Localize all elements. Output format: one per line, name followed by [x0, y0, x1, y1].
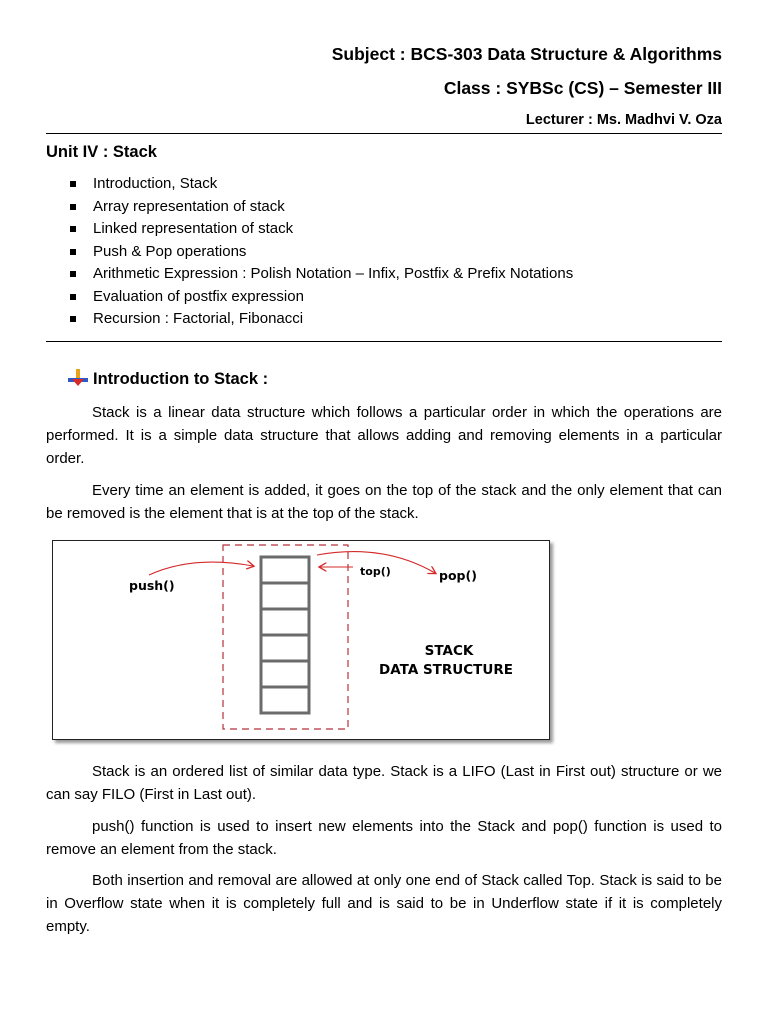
diagram-title-line2: DATA STRUCTURE	[379, 662, 513, 678]
top-label: top()	[360, 565, 391, 578]
topic-label: Array representation of stack	[93, 197, 285, 215]
section-heading	[68, 369, 268, 389]
stack-diagram	[52, 540, 550, 740]
topic-item	[70, 196, 573, 219]
stack-cell	[261, 661, 309, 687]
square-bullet-icon	[70, 294, 76, 300]
stack-cell	[261, 687, 309, 713]
push-arrow	[149, 562, 253, 575]
pop-label: pop()	[439, 568, 477, 583]
square-bullet-icon	[70, 271, 76, 277]
topic-label: Push & Pop operations	[93, 242, 247, 260]
topic-item	[70, 308, 573, 331]
square-bullet-icon	[70, 181, 76, 187]
stack-cell	[261, 583, 309, 609]
topic-item	[70, 173, 573, 196]
topic-item	[70, 218, 573, 241]
topics-divider	[46, 341, 722, 342]
paragraph-lifo: Stack is an ordered list of similar data type. Stack is a LIFO (Last in First out) structure or we can say FILO (First in Last out).	[46, 763, 722, 803]
stack-cell	[261, 557, 309, 583]
push-label: push()	[129, 578, 175, 593]
topic-item	[70, 286, 573, 309]
paragraph-push-pop: push() function is used to insert new elements into the Stack and pop() function is used to remove an element from the stack.	[46, 818, 722, 858]
paragraph-stack-definition: Stack is a linear data structure which follows a particular order in which the operations are performed. It is a simple data structure that allows adding and removing elements in a particular order.	[46, 404, 722, 467]
square-bullet-icon	[70, 226, 76, 232]
topic-list	[70, 173, 573, 331]
stack-cells	[261, 557, 309, 713]
topic-item	[70, 263, 573, 286]
dashed-frame	[223, 545, 348, 729]
subject-line: Subject : BCS-303 Data Structure & Algorithms	[331, 44, 722, 64]
stack-diagram-canvas	[53, 541, 549, 739]
stack-cell	[261, 609, 309, 635]
unit-title: Unit IV : Stack	[46, 143, 157, 161]
square-bullet-icon	[70, 249, 76, 255]
document-page	[46, 0, 722, 1024]
topic-label: Linked representation of stack	[93, 220, 294, 237]
section-heading-text: Introduction to Stack :	[93, 370, 269, 388]
diagram-title-line1: STACK	[424, 643, 474, 659]
topic-item	[70, 241, 573, 264]
topic-label: Evaluation of postfix expression	[93, 287, 304, 305]
arrow-pointer-icon	[68, 369, 90, 387]
topic-label: Arithmetic Expression : Polish Notation – Infix, Postfix & Prefix Notations	[93, 265, 574, 282]
lecturer-line: Lecturer : Ms. Madhvi V. Oza	[525, 112, 722, 128]
paragraph-stack-top: Every time an element is added, it goes on the top of the stack and the only element that can be removed is the element that is at the top of the stack.	[46, 482, 722, 522]
square-bullet-icon	[70, 204, 76, 210]
paragraph-overflow: Both insertion and removal are allowed at only one end of Stack called Top. Stack is said to be in Overflow state when it is completely full and is said to be in Underflow state if it is completely empty.	[46, 872, 722, 935]
topic-label: Recursion : Factorial, Fibonacci	[93, 310, 304, 327]
square-bullet-icon	[70, 316, 76, 322]
header-divider	[46, 133, 722, 134]
stack-cell	[261, 635, 309, 661]
topic-label: Introduction, Stack	[93, 175, 218, 192]
class-line: Class : SYBSc (CS) – Semester III	[443, 78, 722, 98]
